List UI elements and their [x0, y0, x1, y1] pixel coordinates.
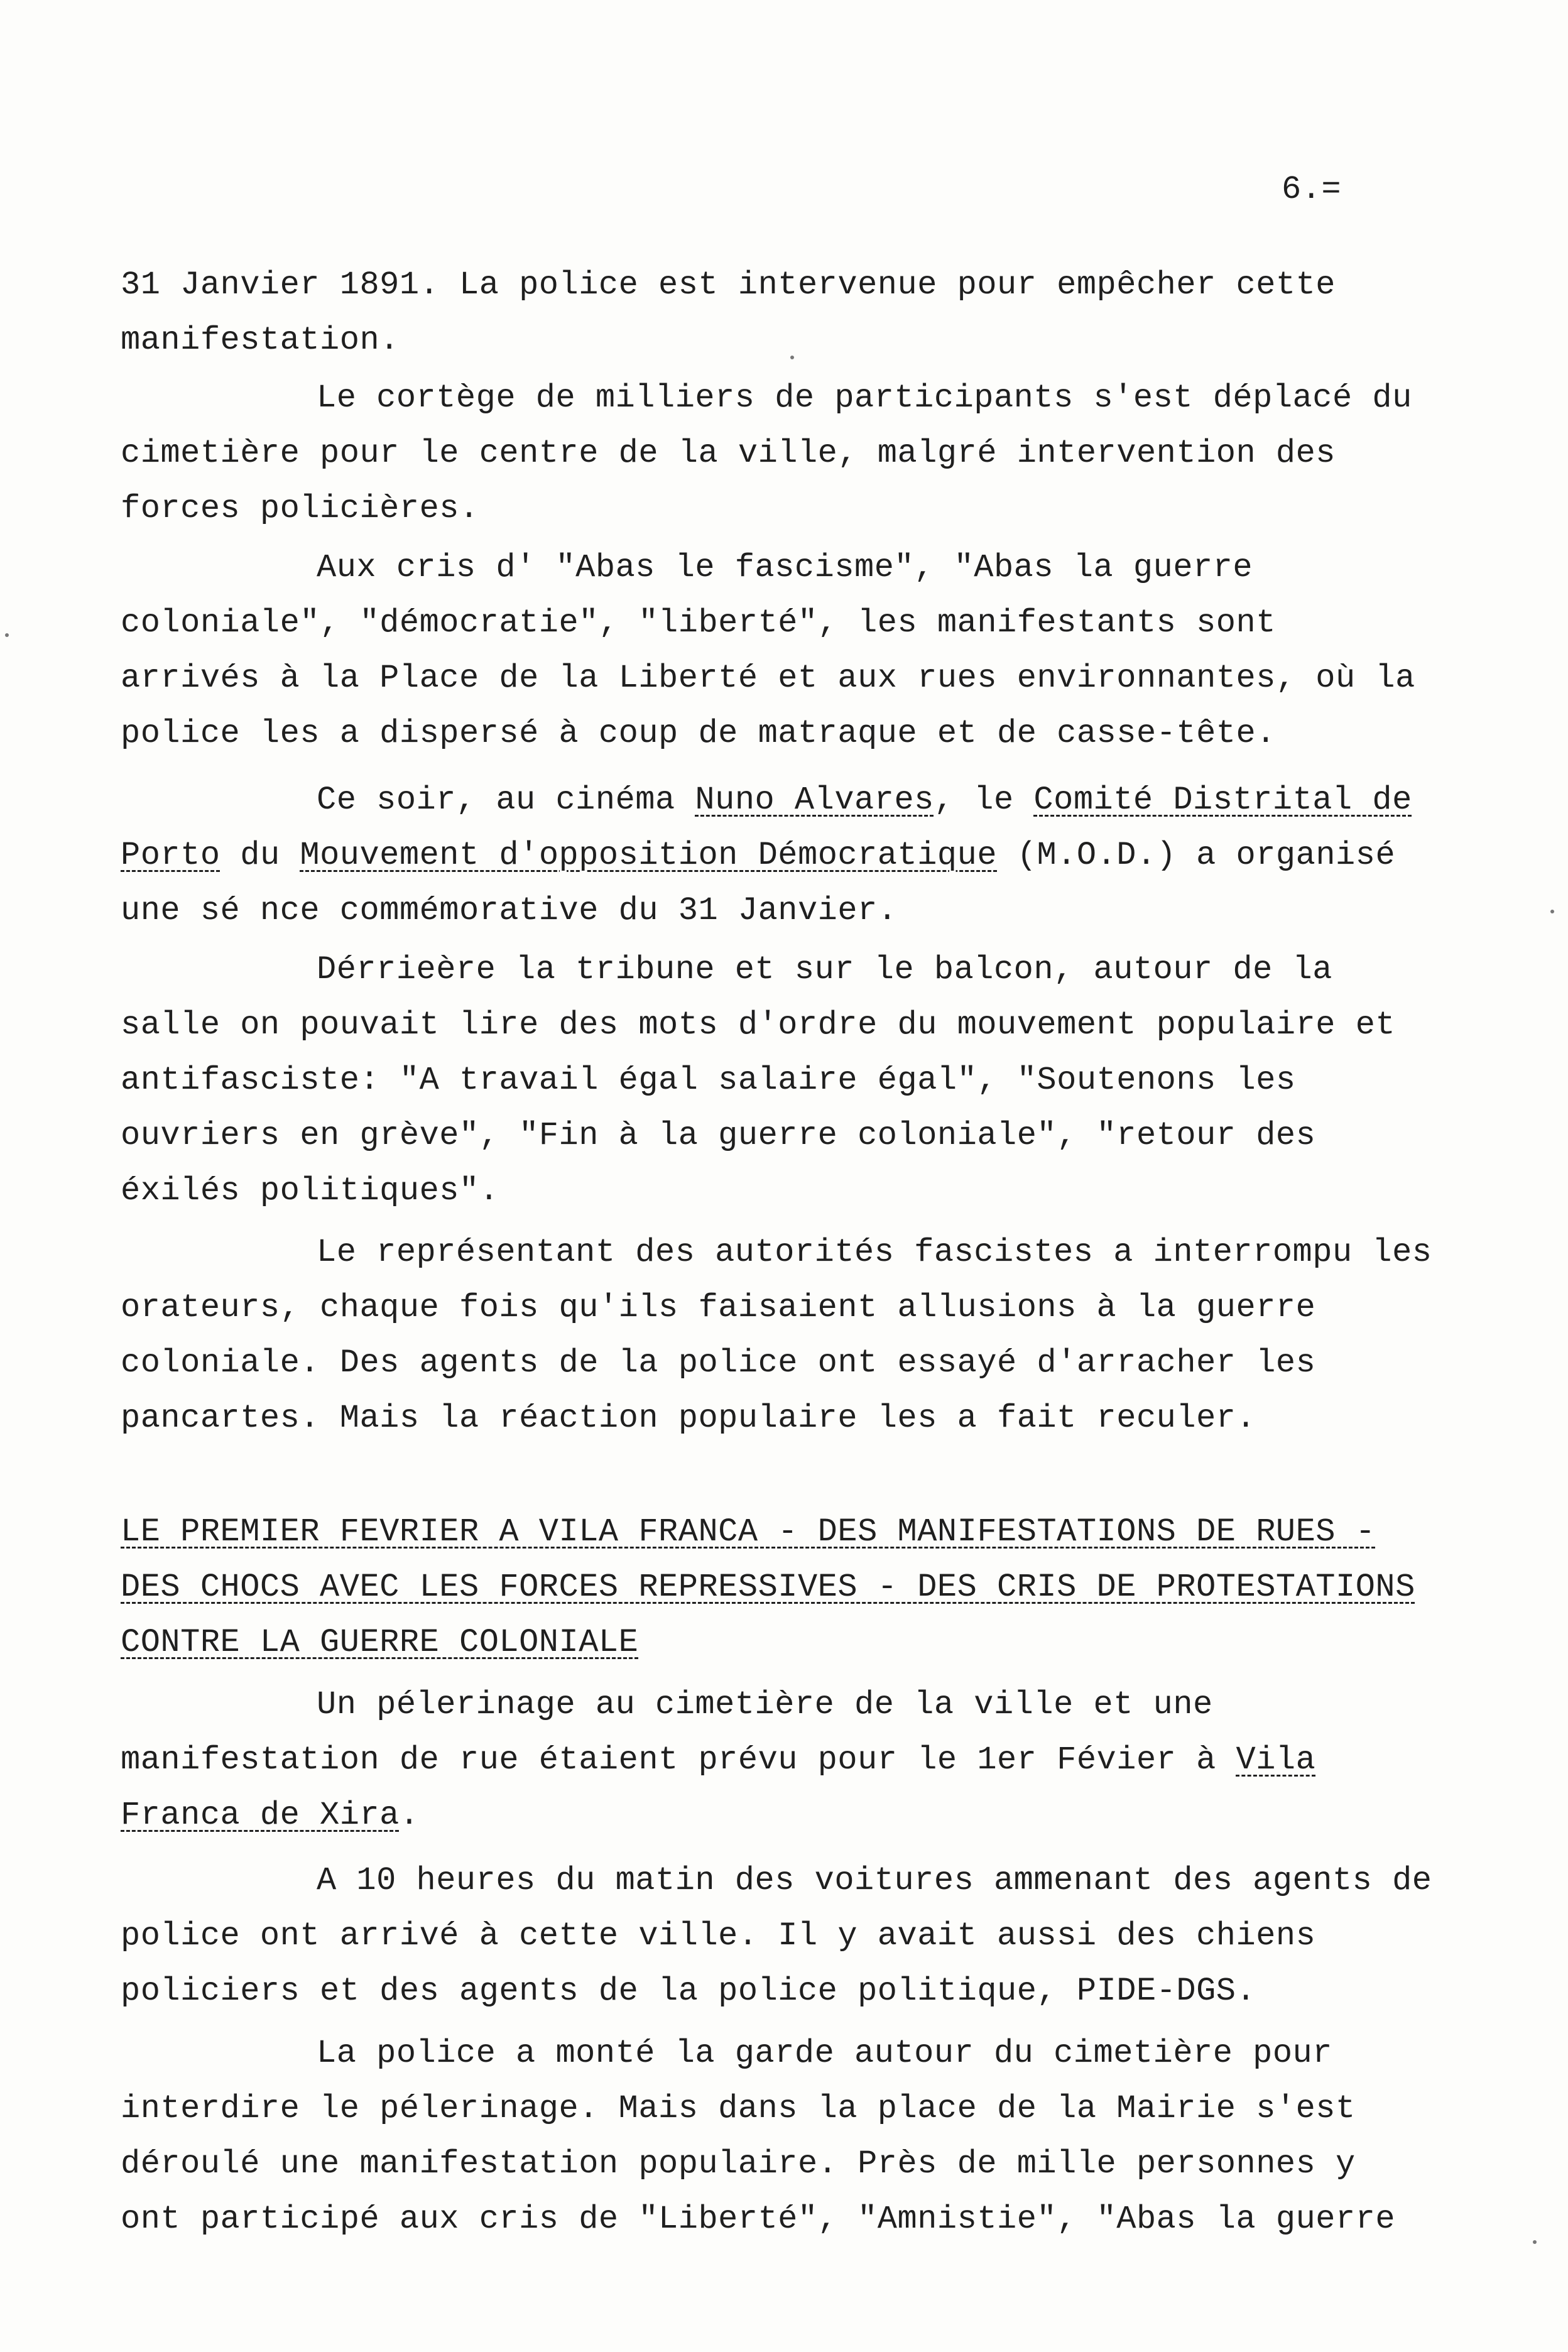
paragraph-6: Le représentant des autorités fascistes a interrompu les orateurs, chaque fois qu'ils faisaient allusions à la guerre coloniale. Des agents de la police ont essayé d'arracher les pancartes. Mais la réaction populaire les a fait reculer. [121, 1234, 1432, 1437]
paragraph-4 [121, 773, 1434, 939]
heading-line-1: LE PREMIER FEVRIER A VILA FRANCA - DES MANIFESTATIONS DE RUES - [121, 1513, 1376, 1550]
paragraph-7 [121, 1677, 1434, 1843]
scan-speck [1533, 2240, 1537, 2244]
paragraph-7-text-1: Un pélerinage au cimetière de la ville et une manifestation de rue étaient prévu pour le 1er Févier à [121, 1686, 1236, 1778]
scan-speck [1550, 910, 1554, 913]
underlined-cinema-name: Nuno Alvares [695, 781, 934, 819]
scan-speck [5, 633, 9, 637]
paragraph-3: Aux cris d' "Abas le fascisme", "Abas la guerre coloniale", "démocratie", "liberté", les manifestants sont arrivés à la Place de la Liberté et aux rues environnantes, où la police les a dispersé à coup de matraque et de casse-tête. [121, 549, 1415, 752]
paragraph-7-text-2: . [399, 1797, 420, 1834]
scan-speck [790, 356, 794, 359]
paragraph-4-text-3: du [220, 837, 300, 874]
heading-line-2: DES CHOCS AVEC LES FORCES REPRESSIVES - DES CRIS DE PROTESTATIONS [121, 1569, 1415, 1606]
paragraph-4-text-1: Ce soir, au cinéma [317, 781, 695, 819]
paragraph-1: 31 Janvier 1891. La police est intervenue pour empêcher cette manifestation. [121, 266, 1336, 359]
underlined-committee-name: Comité Distrital de Porto [121, 781, 1412, 874]
paragraph-8: A 10 heures du matin des voitures ammenant des agents de police ont arrivé à cette ville. Il y avait aussi des chiens policiers et des agents de la police politique, PIDE-DGS. [121, 1862, 1432, 2010]
page-number: 6.= [1282, 171, 1342, 208]
paragraph-4-text-4: (M.O.D.) a organisé une sé nce commémorative du 31 Janvier. [121, 837, 1396, 929]
section-heading [121, 1505, 1446, 1670]
paragraph-9: La police a monté la garde autour du cimetière pour interdire le pélerinage. Mais dans la place de la Mairie s'est déroulé une manifestation populaire. Près de mille personnes y ont participé aux cris de "Liberté", "Amnistie", "Abas la guerre [121, 2035, 1396, 2238]
paragraph-4-text-2: , le [934, 781, 1034, 819]
underlined-town-name: Vila Franca de Xira [121, 1741, 1316, 1834]
underlined-movement-name: Mouvement d'opposition Démocratique [300, 837, 998, 874]
paragraph-2: Le cortège de milliers de participants s'est déplacé du cimetière pour le centre de la ville, malgré intervention des forces policières. [121, 379, 1412, 527]
paragraph-5: Dérrieère la tribune et sur le balcon, autour de la salle on pouvait lire des mots d'ordre du mouvement populaire et antifasciste: "A travail égal salaire égal", "Soutenons les ouvriers en grève", "Fin à la guerre coloniale", "retour des éxilés politiques". [121, 951, 1396, 1209]
heading-line-3: CONTRE LA GUERRE COLONIALE [121, 1624, 639, 1661]
